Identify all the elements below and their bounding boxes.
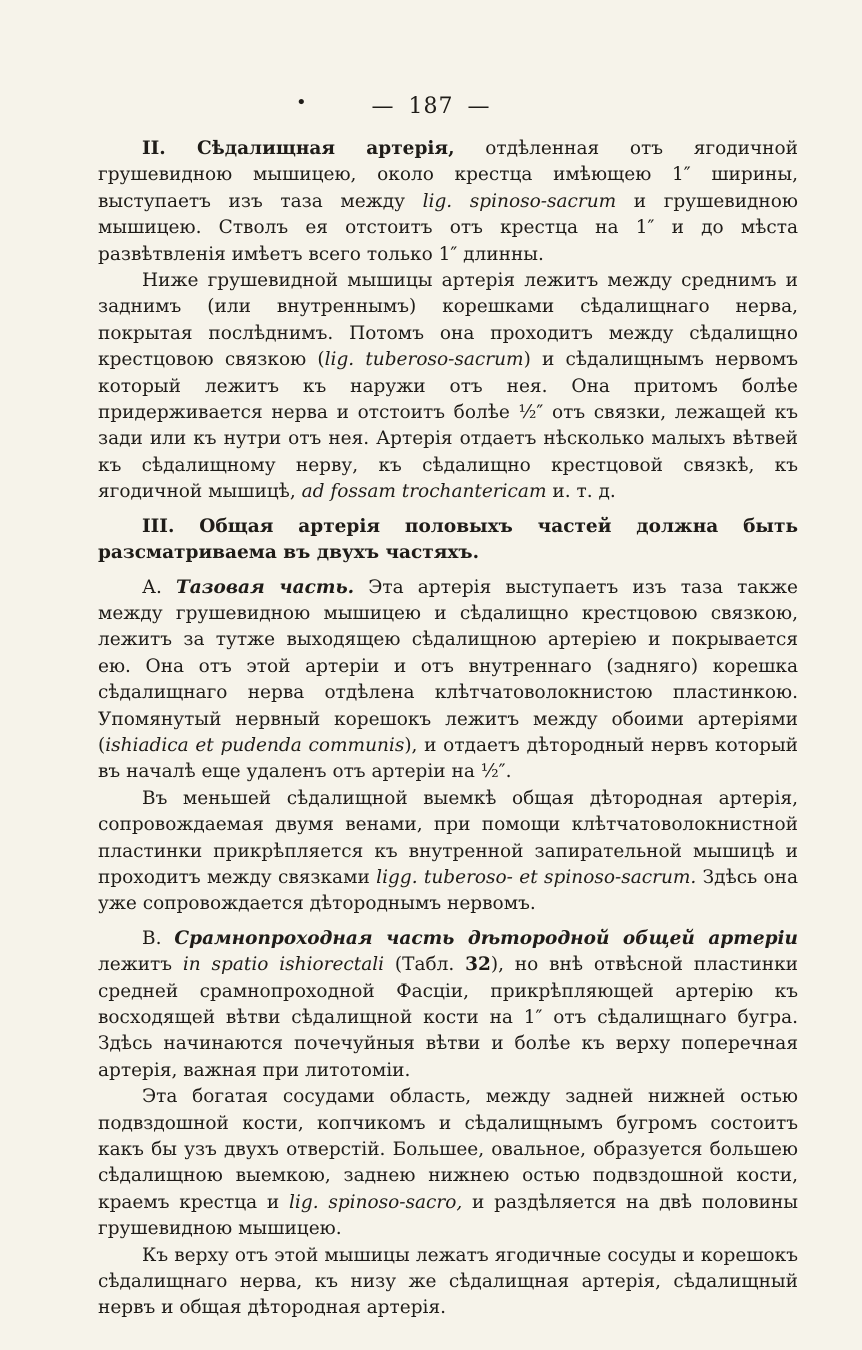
- print-mark: •: [296, 92, 307, 113]
- paragraph-p8: [98, 1243, 798, 1322]
- text-run: in spatio ishiorectali: [182, 954, 385, 976]
- text-run: Срамнопроходная часть дѣтородной общей артеріи: [174, 927, 799, 949]
- paragraph-p6: [98, 926, 798, 1084]
- paragraph-p1: [98, 136, 798, 268]
- text-run: и. т. д.: [546, 481, 616, 503]
- page-number: 187: [408, 94, 454, 119]
- text-run: Эта артерія выступаетъ изъ таза также между грушевидною мышицею и сѣдалищно крестцовою связкою, лежитъ за тутже выходящею сѣдалищною артеріею и покрывается ею. Она отъ этой артеріи и отъ внутреннаго (задняго) корешка сѣдалищнаго нерва отдѣлена клѣтчатоволокнистою пластинкою. Упомянутый нервный корешокъ лежитъ между обоими артеріями (: [98, 576, 798, 756]
- header-dash-right: —: [467, 94, 491, 119]
- text-run: ), и отдаетъ дѣтородный нервъ который въ началѣ еще удаленъ отъ артеріи на ½″.: [98, 734, 799, 783]
- text-run: II. Сѣдалищная артерія,: [142, 138, 455, 159]
- text-run: lig. tuberoso-sacrum: [324, 349, 524, 371]
- paragraph-p7: [98, 1084, 798, 1242]
- paragraph-p4: [98, 575, 798, 786]
- text-run: lig. spinoso-sacro,: [289, 1191, 463, 1213]
- page-header: [0, 94, 862, 119]
- header-dash-left: —: [371, 94, 395, 119]
- text-run: Къ верху отъ этой мышицы лежатъ ягодичные сосуды и корешокъ сѣдалищнаго нерва, къ низу же сѣдалищная артерія, сѣдалищный нервъ и общая дѣтородная артерія.: [98, 1244, 798, 1319]
- text-run: ishiadica et pudenda communis: [105, 734, 405, 756]
- text-run: 32: [465, 954, 491, 976]
- text-run: ligg. tuberoso- et spinoso-sacrum.: [376, 866, 697, 888]
- text-run: лежитъ: [98, 954, 183, 976]
- text-run: (Табл.: [384, 954, 466, 976]
- text-run: lig. spinoso-sacrum: [422, 190, 617, 212]
- text-run: и грушевидною мышицею. Стволъ ея отстоитъ отъ крестца на 1″ и до мѣста развѣтвленія имѣетъ всего только 1″ длинны.: [98, 190, 798, 265]
- text-run: Въ меньшей сѣдалищной выемкѣ общая дѣтородная артерія, сопровождаемая двумя венами, при помощи клѣтчатоволокнистной пластинки прикрѣпляется къ внутренной запирательной мышицѣ и проходитъ между связками: [98, 787, 798, 888]
- text-run: Здѣсь она уже сопровождается дѣтороднымъ нервомъ.: [98, 866, 799, 915]
- body-text: [98, 136, 798, 1322]
- paragraph-p2: [98, 268, 798, 506]
- paragraph-p5: [98, 786, 798, 918]
- text-run: Тазовая часть.: [176, 576, 355, 598]
- text-run: III. Общая артерія половыхъ частей должна быть разсматриваема въ двухъ частяхъ.: [98, 515, 798, 564]
- text-run: отдѣленная отъ ягодичной грушевидною мышицею, около крестца имѣющею 1″ ширины, выступаетъ изъ таза между: [98, 138, 798, 212]
- text-run: ), но внѣ отвѣсной пластинки средней срамнопроходной Фасціи, прикрѣпляющей артерію къ восходящей вѣтви сѣдалищной кости на 1″ отъ сѣдалищнаго бугра. Здѣсь начинаются почечуйныя вѣтви и болѣе къ верху поперечная артерія, важная при литотоміи.: [98, 954, 799, 1081]
- text-run: Эта богатая сосудами область, между задней нижней остью подвздошной кости, копчикомъ и сѣдалищнымъ бугромъ состоитъ какъ бы узъ двухъ отверстій. Большее, овальное, образуется большею сѣдалищною выемкою, заднею нижнею остью подвздошной кости, краемъ крестца и: [98, 1086, 798, 1213]
- text-run: А.: [142, 576, 176, 598]
- text-run: Ниже грушевидной мышицы артерія лежитъ между среднимъ и заднимъ (или внутреннымъ) корешками сѣдалищнаго нерва, покрытая послѣднимъ. Потомъ она проходитъ между сѣдалищно крестцовою связкою (: [98, 270, 798, 371]
- paragraph-p3: [98, 514, 798, 567]
- text-run: ) и сѣдалищнымъ нервомъ который лежитъ къ наружи отъ нея. Она притомъ болѣе придерживается нерва и отстоитъ болѣе ½″ отъ связки, лежащей къ зади или къ нутри отъ нея. Артерія отдаетъ нѣсколько малыхъ вѣтвей къ сѣдалищному нерву, къ сѣдалищно крестцовой связкѣ, къ ягодичной мышицѣ,: [98, 349, 798, 503]
- text-run: ad fossam trochantericam: [301, 481, 547, 503]
- text-run: В.: [142, 927, 175, 949]
- text-run: и раздѣляется на двѣ половины грушевидною мышицею.: [98, 1191, 798, 1240]
